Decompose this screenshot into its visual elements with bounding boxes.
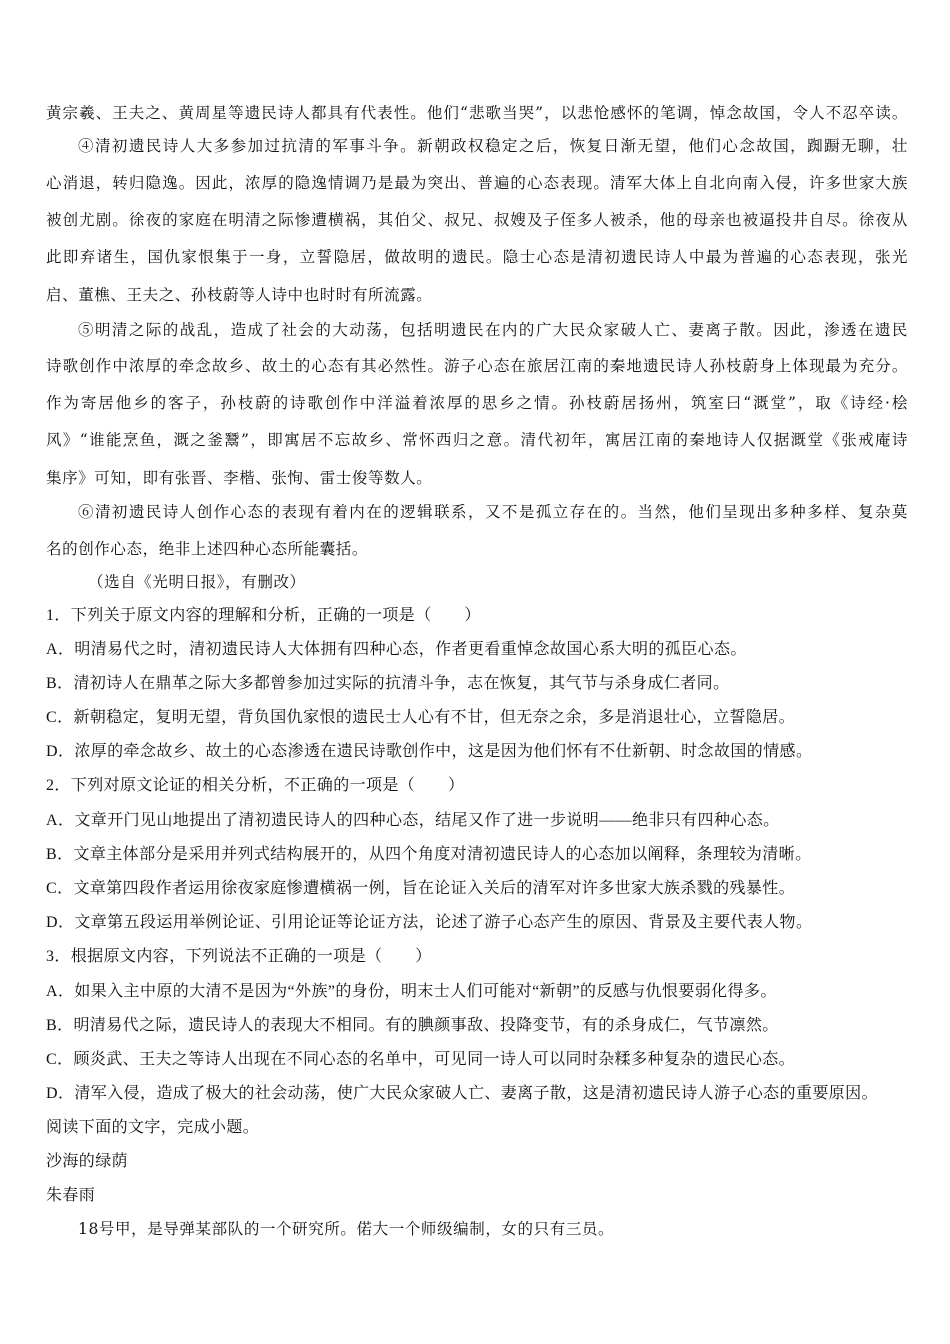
reading-instruction: 阅读下面的文字，完成小题。 — [46, 1119, 260, 1136]
reading-first-line: 18号甲，是导弹某部队的一个研究所。偌大一个师级编制，女的只有三员。 — [78, 1220, 615, 1238]
question-option: A．明清易代之时，清初遗民诗人大体拥有四种心态，作者更看重悼念故国心系大明的孤臣心态。 — [46, 641, 747, 658]
paragraph-4-line: 此即弃诸生，国仇家恨集于一身，立誓隐居，做故明的遗民。隐士心态是清初遗民诗人中最为普遍的心态表现，张光 — [46, 248, 908, 266]
paragraph-4-line: ④清初遗民诗人大多参加过抗清的军事斗争。新朝政权稳定之后，恢复日渐无望，他们心念故国，踟蹰无聊，壮 — [78, 137, 908, 155]
question-option: C．新朝稳定，复明无望，背负国仇家恨的遗民士人心有不甘，但无奈之余，多是消退壮心，立誓隐居。 — [46, 709, 796, 726]
paragraph-4-line: 被创尤剧。徐夜的家庭在明清之际惨遭横祸，其伯父、叔兄、叔嫂及子侄多人被杀，他的母亲也被逼投井自尽。徐夜从 — [46, 211, 908, 229]
paragraph-3-tail: 黄宗羲、王夫之、黄周星等遗民诗人都具有代表性。他们“悲歌当哭”，以悲怆感怀的笔调，悼念故国，令人不忍卒读。 — [46, 104, 908, 122]
question-option: D．浓厚的牵念故乡、故土的心态渗透在遗民诗歌创作中，这是因为他们怀有不仕新朝、时念故国的情感。 — [46, 743, 813, 760]
question-option: A．文章开门见山地提出了清初遗民诗人的四种心态，结尾又作了进一步说明——绝非只有四种心态。 — [46, 812, 780, 829]
question-option: D．清军入侵，造成了极大的社会动荡，使广大民众家破人亡、妻离子散，这是清初遗民诗人游子心态的重要原因。 — [46, 1085, 878, 1102]
question-option: B．文章主体部分是采用并列式结构展开的，从四个角度对清初遗民诗人的心态加以阐释，条理较为清晰。 — [46, 846, 812, 863]
question-option: C．文章第四段作者运用徐夜家庭惨遭横祸一例，旨在论证入关后的清军对许多世家大族杀戮的残暴性。 — [46, 880, 796, 897]
question-option: B．清初诗人在鼎革之际大多都曾参加过实际的抗清斗争，志在恢复，其气节与杀身成仁者同。 — [46, 675, 730, 692]
paragraph-5-line: 诗歌创作中浓厚的牵念故乡、故土的心态有其必然性。游子心态在旅居江南的秦地遗民诗人孙枝蔚身上体现最为充分。 — [46, 357, 908, 375]
question-option: C．顾炎武、王夫之等诗人出现在不同心态的名单中，可见同一诗人可以同时杂糅多种复杂的遗民心态。 — [46, 1051, 796, 1068]
paragraph-5-line: ⑤明清之际的战乱，造成了社会的大动荡，包括明遗民在内的广大民众家破人亡、妻离子散。因此，渗透在遗民 — [78, 321, 908, 339]
source-note: （选自《光明日报》，有删改） — [88, 573, 306, 591]
question-option: D．文章第五段运用举例论证、引用论证等论证方法，论述了游子心态产生的原因、背景及主要代表人物。 — [46, 914, 813, 931]
question-option: B．明清易代之际，遗民诗人的表现大不相同。有的腆颜事敌、投降变节，有的杀身成仁，气节凛然。 — [46, 1017, 779, 1034]
question-stem: 1．下列关于原文内容的理解和分析，正确的一项是（ ） — [46, 607, 481, 624]
paragraph-6-line: ⑥清初遗民诗人创作心态的表现有着内在的逻辑联系，又不是孤立存在的。当然，他们呈现出多种多样、复杂莫 — [78, 503, 908, 521]
paragraph-5-line: 作为寄居他乡的客子，孙枝蔚的诗歌创作中洋溢着浓厚的思乡之情。孙枝蔚居扬州，筑室曰“溉堂”，取《诗经·桧 — [46, 394, 908, 412]
paragraph-4-line: 启、董樵、王夫之、孙枝蔚等人诗中也时时有所流露。 — [46, 286, 433, 304]
paragraph-5-line: 集序》可知，即有张晋、李楷、张恂、雷士俊等数人。 — [46, 469, 433, 487]
question-stem: 3．根据原文内容，下列说法不正确的一项是（ ） — [46, 948, 432, 965]
paragraph-5-line: 风》“谁能烹鱼，溉之釜鬵”，即寓居不忘故乡、常怀西归之意。清代初年，寓居江南的秦地诗人仅据溉堂《张戒庵诗 — [46, 431, 908, 449]
paragraph-4-line: 心消退，转归隐逸。因此，浓厚的隐逸情调乃是最为突出、普遍的心态表现。清军大体上自北向南入侵，许多世家大族 — [46, 174, 908, 192]
question-stem: 2．下列对原文论证的相关分析，不正确的一项是（ ） — [46, 777, 465, 794]
reading-author: 朱春雨 — [46, 1187, 96, 1204]
reading-title: 沙海的绿荫 — [46, 1153, 129, 1170]
paragraph-6-line: 名的创作心态，绝非上述四种心态所能囊括。 — [46, 540, 369, 558]
question-option: A．如果入主中原的大清不是因为“外族”的身份，明末士人们可能对“新朝”的反感与仇恨要弱化得多。 — [46, 983, 777, 1000]
